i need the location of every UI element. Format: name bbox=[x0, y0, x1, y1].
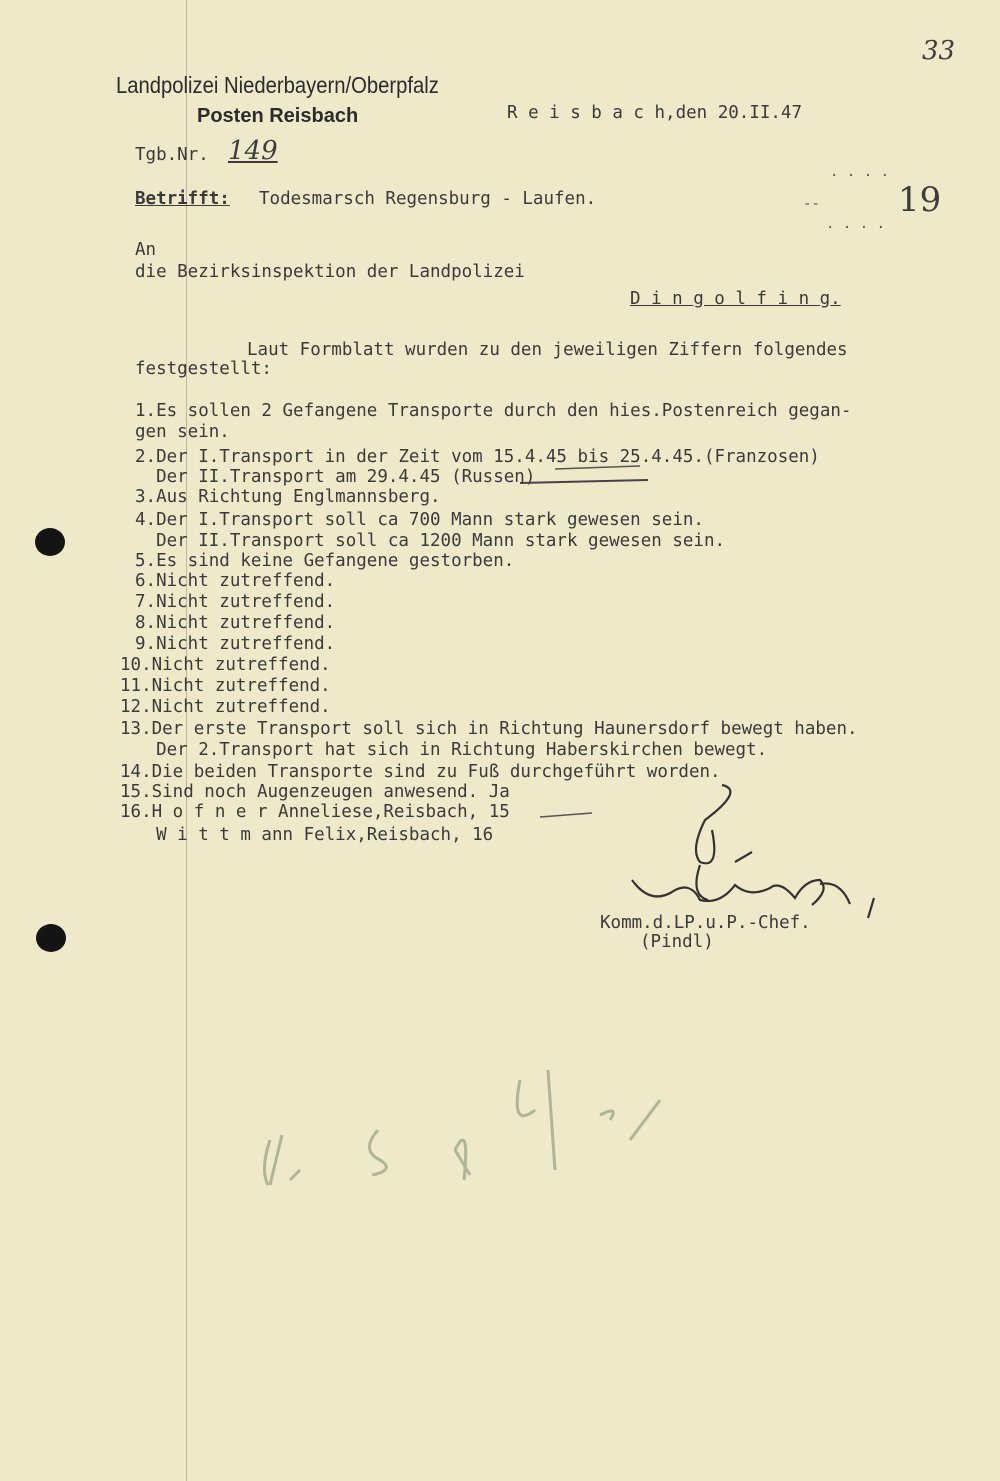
dotted-mark-2: . . . . bbox=[826, 216, 886, 232]
page-number: 33 bbox=[922, 36, 956, 66]
item-line: 14.Die beiden Transporte sind zu Fuß durchgeführt worden. bbox=[120, 762, 721, 782]
item-line: W i t t m ann Felix,Reisbach, 16 bbox=[135, 825, 494, 845]
place-date: R e i s b a c h,den 20.II.47 bbox=[507, 103, 803, 123]
item-line: 2.Der I.Transport in der Zeit vom 15.4.45 bis 25.4.45.(Franzosen) bbox=[135, 447, 820, 467]
item-line: 8.Nicht zutreffend. bbox=[135, 613, 336, 633]
item-line: 1.Es sollen 2 Gefangene Transporte durch den hies.Postenreich gegan- bbox=[135, 401, 852, 421]
item-line: 5.Es sind keine Gefangene gestorben. bbox=[135, 551, 515, 571]
recipient-city: D i n g o l f i n g. bbox=[630, 289, 841, 309]
item-line: 6.Nicht zutreffend. bbox=[135, 571, 336, 591]
agency-stamp: Landpolizei Niederbayern/Oberpfalz bbox=[116, 72, 439, 98]
item-line: Der 2.Transport hat sich in Richtung Haberskirchen bewegt. bbox=[135, 740, 768, 760]
dash-mark: -- bbox=[803, 196, 820, 212]
folio-number: 19 bbox=[898, 180, 942, 220]
item-line: gen sein. bbox=[135, 422, 230, 442]
item-line: 12.Nicht zutreffend. bbox=[120, 697, 331, 717]
intro-line-1: Laut Formblatt wurden zu den jeweiligen Ziffern folgendes bbox=[247, 340, 848, 360]
item-line: 7.Nicht zutreffend. bbox=[135, 592, 336, 612]
item-line: 13.Der erste Transport soll sich in Richtung Haunersdorf bewegt haben. bbox=[120, 719, 858, 739]
item-line: Der II.Transport soll ca 1200 Mann stark gewesen sein. bbox=[135, 531, 726, 551]
signature-title: Komm.d.LP.u.P.-Chef. bbox=[600, 913, 811, 933]
item-line: 11.Nicht zutreffend. bbox=[120, 676, 331, 696]
item-line: 9.Nicht zutreffend. bbox=[135, 634, 336, 654]
recipient-line: die Bezirksinspektion der Landpolizei bbox=[135, 262, 525, 282]
tgb-number: 149 bbox=[228, 136, 278, 166]
intro-line-2: festgestellt: bbox=[135, 359, 272, 379]
recipient-an: An bbox=[135, 240, 157, 260]
item-line: 4.Der I.Transport soll ca 700 Mann stark gewesen sein. bbox=[135, 510, 704, 530]
subject: Todesmarsch Regensburg - Laufen. bbox=[259, 189, 597, 209]
item-line: 10.Nicht zutreffend. bbox=[120, 655, 331, 675]
item-line: 3.Aus Richtung Englmannsberg. bbox=[135, 487, 441, 507]
station-stamp: Posten Reisbach bbox=[197, 105, 359, 127]
signature-name: (Pindl) bbox=[640, 932, 714, 952]
item-line: 16.H o f n e r Anneliese,Reisbach, 15 bbox=[120, 802, 510, 822]
tgb-label: Tgb.Nr. bbox=[135, 145, 209, 165]
subject-label: Betrifft: bbox=[135, 189, 230, 209]
dotted-mark: . . . . bbox=[830, 164, 890, 180]
item-line: 15.Sind noch Augenzeugen anwesend. Ja bbox=[120, 782, 510, 802]
item-line: Der II.Transport am 29.4.45 (Russen) bbox=[135, 467, 536, 487]
